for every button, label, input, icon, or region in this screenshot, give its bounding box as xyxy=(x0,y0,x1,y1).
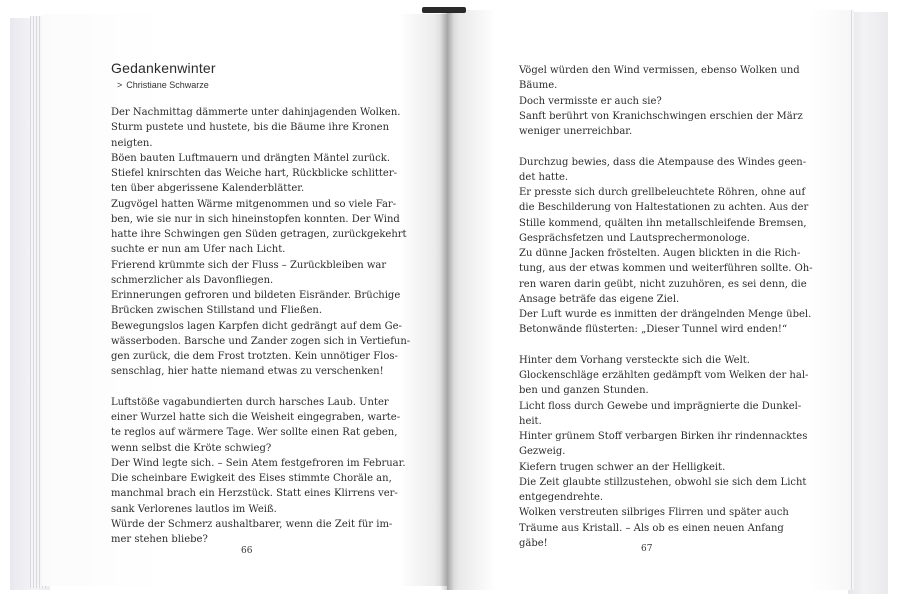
text-line: weniger unerreichbar. xyxy=(519,126,633,137)
text-line: Gesprächsfetzen und Lautsprechermonologe. xyxy=(519,232,750,244)
author-line xyxy=(117,80,209,90)
page-number-right: 67 xyxy=(641,544,653,554)
text-line: Bewegungslos lagen Karpfen dicht gedrängt auf dem Ge- xyxy=(111,320,402,332)
text-line: Betonwände flüsterten: „Dieser Tunnel wird enden!“ xyxy=(519,324,788,336)
text-line: Erinnerungen gefroren und bildeten Eisränder. Brüchige xyxy=(111,290,401,301)
text-line: Gezweig. xyxy=(519,446,566,458)
text-line: Der Nachmittag dämmerte unter dahinjagenden Wolken. xyxy=(111,107,401,118)
text-line: manchmal brach ein Herzstück. Statt eines Klirrens ver- xyxy=(111,488,398,500)
text-line: mer stehen bliebe? xyxy=(111,534,208,545)
text-line: det hatte. xyxy=(519,171,569,183)
text-line: ren waren darin geübt, nicht zuzuhören, es sei denn, die xyxy=(519,278,807,290)
text-line: heit. xyxy=(519,415,542,427)
text-line: tung, aus der etwas kommen und weiterführen sollte. Oh- xyxy=(519,263,813,275)
text-line: ben, wie sie nur in sich hineinstopfen konnten. Der Wind xyxy=(111,213,400,225)
text-line: Vögel würden den Wind vermissen, ebenso Wolken und xyxy=(519,65,800,76)
text-line: neigten. xyxy=(111,137,153,149)
text-line: Ansage beträfe das eigene Ziel. xyxy=(519,293,680,305)
text-line: Hinter grünem Stoff verbargen Birken ihr rindennacktes xyxy=(519,431,808,442)
text-line: Hinter dem Vorhang versteckte sich die Welt. xyxy=(519,354,750,366)
text-line: Er presste sich durch grellbeleuchtete Röhren, ohne auf xyxy=(519,187,806,198)
paragraph-gap xyxy=(111,380,399,395)
text-line: wenn selbst die Kröte schwieg? xyxy=(111,442,272,454)
text-line: schmerzlicher als Davonfliegen. xyxy=(111,274,274,286)
text-line: Wolken verstreuten silbriges Flirren und später auch xyxy=(519,507,789,519)
text-line: Böen bauten Luftmauern und drängten Mäntel zurück. xyxy=(111,152,390,164)
text-line: Glockenschläge erzählten gedämpft vom Welken der hal- xyxy=(519,370,809,381)
text-line: Sturm pustete und hustete, bis die Bäume ihre Kronen xyxy=(111,122,390,134)
paragraph-gap xyxy=(519,139,781,154)
text-line: Frierend krümmte sich der Fluss – Zurückbleiben war xyxy=(111,259,387,271)
text-line: sank Verlorenes lautlos im Weiß. xyxy=(111,503,277,515)
text-line: senschlag, hier hatte niemand etwas zu verschenken! xyxy=(111,366,384,378)
chapter-title: Gedankenwinter xyxy=(111,60,216,76)
text-line: einer Wurzel hatte sich die Weisheit eingegraben, warte- xyxy=(111,412,401,423)
text-line: ben und ganzen Stunden. xyxy=(519,385,649,397)
text-line: Der Luft wurde es inmitten der drängelnden Menge übel. xyxy=(519,309,812,320)
text-line: Die Zeit glaubte stillzustehen, obwohl sie sich dem Licht xyxy=(519,476,807,488)
text-line: Die scheinbare Ewigkeit des Eises stimmte Choräle an, xyxy=(111,473,392,484)
page-number-left: 66 xyxy=(241,546,253,556)
text-line: suchte er nun am Ufer nach Licht. xyxy=(111,244,286,256)
text-line: Doch vermisste er auch sie? xyxy=(519,95,662,107)
text-line: Zugvögel hatten Wärme mitgenommen und so viele Far- xyxy=(111,198,397,210)
text-line: die Beschilderung von Haltestationen zu achten. Aus der xyxy=(519,202,809,214)
text-line: gen zurück, die dem Frost trotzten. Kein unnötiger Flos- xyxy=(111,351,398,362)
gutter-shadow xyxy=(440,12,454,590)
text-line: ten über abgerissene Kalenderblätter. xyxy=(111,183,305,195)
text-line: entgegendrehte. xyxy=(519,492,604,503)
author-name: Christiane Schwarze xyxy=(126,80,209,90)
paragraph-gap xyxy=(519,338,781,353)
text-line: Stiefel knirschten das Weiche hart, Rückblicke schlitter- xyxy=(111,168,398,179)
text-line: Zu dünne Jacken fröstelten. Augen blickten in die Rich- xyxy=(519,248,801,259)
author-marker: > xyxy=(117,80,123,90)
text-line: Der Wind legte sich. – Sein Atem festgefroren im Februar. xyxy=(111,457,406,469)
text-line: hatte ihre Schwingen gen Süden getragen, zurückgekehrt xyxy=(111,229,407,240)
text-line: Sanft berührt von Kranichschwingen erschien der März xyxy=(519,110,803,122)
text-line: gäbe! xyxy=(519,537,548,549)
text-line: Brücken zwischen Stillstand und Fließen. xyxy=(111,305,323,317)
right-page-text xyxy=(519,63,813,551)
text-line: wässerboden. Barsche und Zander zogen sich in Vertiefun- xyxy=(111,335,411,347)
left-page-text xyxy=(111,105,411,547)
front-cover-edge xyxy=(848,12,888,594)
text-line: Würde der Schmerz aushaltbarer, wenn die Zeit für im- xyxy=(111,518,393,530)
text-line: Durchzug bewies, dass die Atempause des Windes geen- xyxy=(519,156,807,168)
text-line: te reglos auf wärmere Tage. Wer sollte einen Rat geben, xyxy=(111,427,398,439)
text-line: Licht floss durch Gewebe und imprägnierte die Dunkel- xyxy=(519,400,802,412)
text-line: Stille kommend, quälten ihn metallschleifende Bremsen, xyxy=(519,217,807,229)
text-line: Kiefern trugen schwer an der Helligkeit. xyxy=(519,461,726,473)
text-line: Bäume. xyxy=(519,80,558,92)
text-line: Luftstöße vagabundierten durch harsches Laub. Unter xyxy=(111,396,389,408)
text-line: Träume aus Kristall. – Als ob es einen neuen Anfang xyxy=(519,522,784,534)
